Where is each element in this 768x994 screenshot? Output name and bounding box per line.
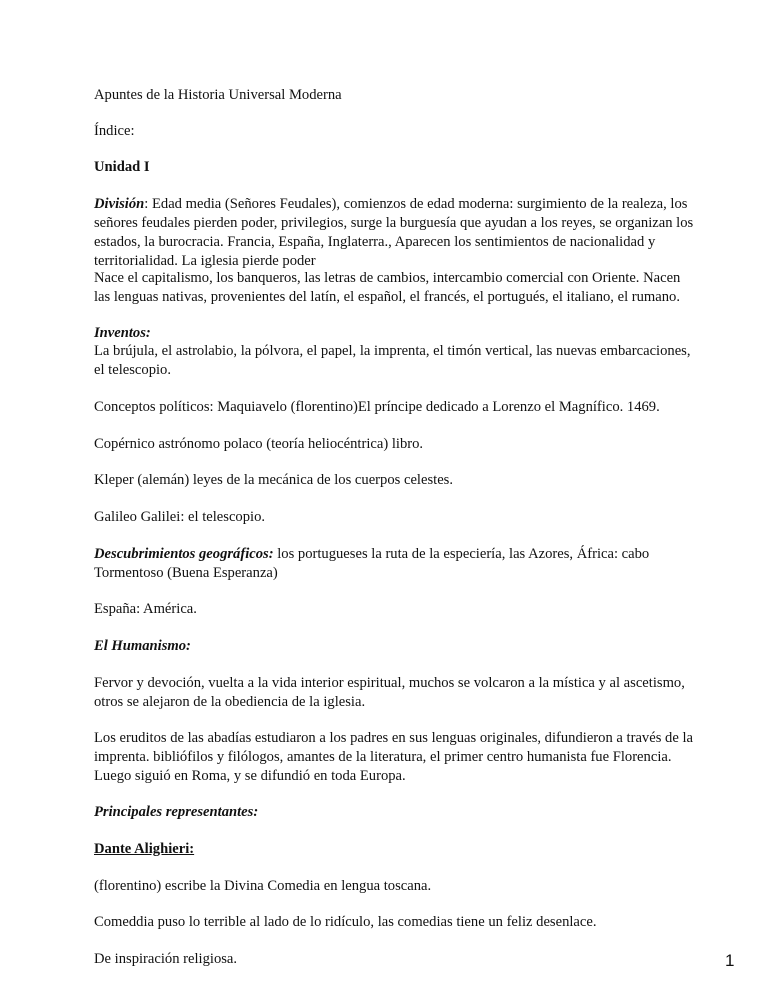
discoveries-label: Descubrimientos geográficos: xyxy=(94,546,274,562)
document-title: Apuntes de la Historia Universal Moderna xyxy=(94,87,342,103)
division-paragraph xyxy=(94,195,694,271)
discoveries-paragraph xyxy=(94,545,694,583)
division-label: División xyxy=(94,196,145,212)
spain-paragraph: España: América. xyxy=(94,601,197,617)
division-text: : Edad media (Señores Feudales), comienzos de edad moderna: surgimiento de la realeza, los señores feudales pierden poder, privilegios, surge la burguesía que ayudan a los reyes, se organizan los estados, la burocracia. Francia, España, Inglaterra., Aparecen los sentimientos de nacionalidad y territorialidad. La iglesia pierde poder xyxy=(94,196,694,269)
humanism-heading: El Humanismo: xyxy=(94,638,191,654)
discoveries-text: los portugueses la ruta de la especiería, las Azores, África: cabo Tormentoso (Buena Esperanza) xyxy=(94,546,650,581)
unit-heading: Unidad I xyxy=(94,159,150,175)
dante-heading: Dante Alighieri: xyxy=(94,841,195,857)
scholars-paragraph: Los eruditos de las abadías estudiaron a los padres en sus lenguas originales, difundieron a través de la imprenta. bibliófilos y filólogos, amantes de la literatura, el primer centro humanista fue Florencia. Luego siguió en Roma, y se difundió en toda Europa. xyxy=(94,730,693,784)
political-concepts-paragraph: Conceptos políticos: Maquiavelo (florentino)El príncipe dedicado a Lorenzo el Magnífico. 1469. xyxy=(94,399,660,415)
inspiration-paragraph: De inspiración religiosa. xyxy=(94,951,238,967)
galileo-paragraph: Galileo Galilei: el telescopio. xyxy=(94,509,266,525)
page-number: 1 xyxy=(725,951,735,970)
inventions-heading: Inventos: xyxy=(94,325,151,341)
representatives-heading: Principales representantes: xyxy=(94,804,259,820)
capitalism-paragraph: Nace el capitalismo, los banqueros, las letras de cambios, intercambio comercial con Oriente. Nacen las lenguas nativas, provenientes del latín, el español, el francés, el portugués, el italiano, el rumano. xyxy=(94,270,681,305)
florentine-paragraph: (florentino) escribe la Divina Comedia en lengua toscana. xyxy=(94,878,432,894)
inventions-paragraph: La brújula, el astrolabio, la pólvora, el papel, la imprenta, el timón vertical, las nuevas embarcaciones, el telescopio. xyxy=(94,343,691,378)
comedy-paragraph: Comeddia puso lo terrible al lado de lo ridículo, las comedias tiene un feliz desenlace. xyxy=(94,914,597,930)
fervor-paragraph: Fervor y devoción, vuelta a la vida interior espiritual, muchos se volcaron a la mística y al ascetismo, otros se alejaron de la obediencia de la iglesia. xyxy=(94,675,685,710)
kepler-paragraph: Kleper (alemán) leyes de la mecánica de los cuerpos celestes. xyxy=(94,472,453,488)
index-label: Índice: xyxy=(94,123,135,139)
copernicus-paragraph: Copérnico astrónomo polaco (teoría heliocéntrica) libro. xyxy=(94,436,424,452)
